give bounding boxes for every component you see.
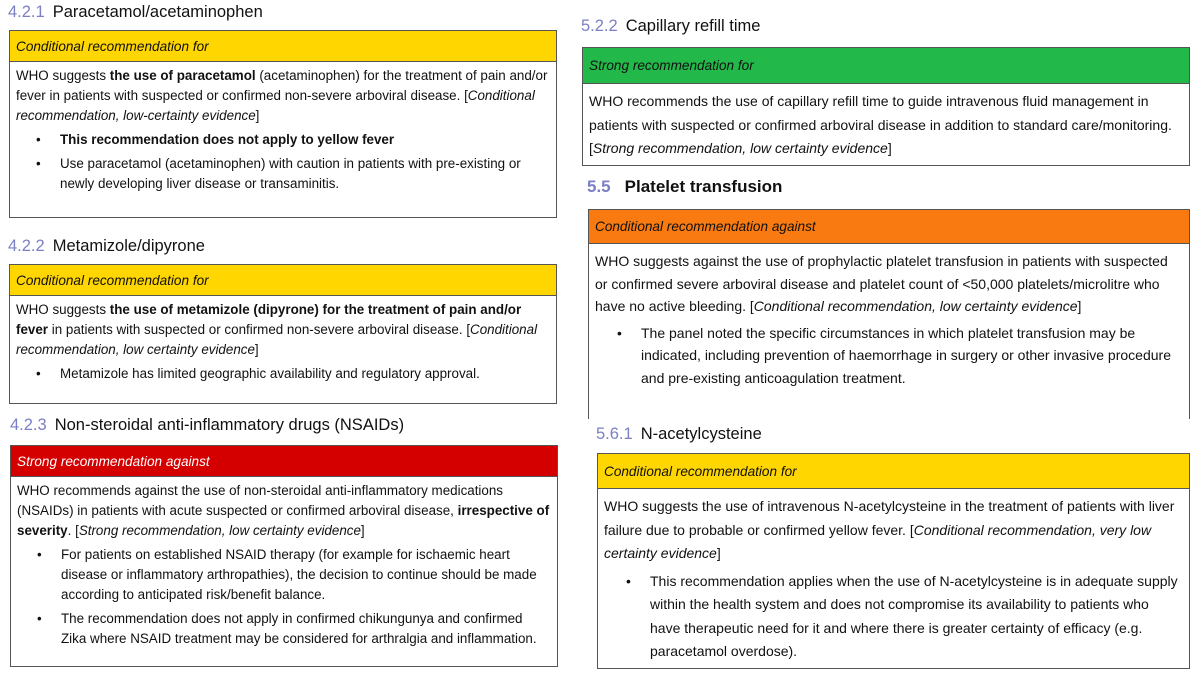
recommendation-card-platelet-transfusion [588,209,1190,419]
section-number: 5.2.2 [581,17,618,35]
section-title: Non-steroidal anti-inflammatory drugs (NSAIDs) [54,416,405,434]
recommendation-card-paracetamol [9,30,557,218]
list-item: • This recommendation applies when the use of N-acetylcysteine is in adequate supply within the health system and does not compromise its availability to patients who have therapeutic need for it and where there is greater certainty of efficacy (e.g. paracetamol overdose). [604,570,1183,664]
section-title: Capillary refill time [625,17,761,35]
bullet-list [17,545,551,649]
section-title: Metamizole/dipyrone [52,237,205,255]
section-heading-4-2-2 [8,237,205,256]
section-number: 4.2.1 [8,3,45,21]
list-item: • Use paracetamol (acetaminophen) with caution in patients with pre-existing or newly developing liver disease or transaminitis. [16,154,550,194]
section-heading-5-2-2 [581,17,760,36]
bullet-list [16,130,550,194]
recommendation-text: WHO suggests against the use of prophylactic platelet transfusion in patients with suspected or confirmed severe arboviral disease and platelet count of <50,000 platelets/microlitre who have no active bleeding. [Conditional recommendation, low certainty evidence] • The panel noted the specific circumstances in which platelet transfusion may be indicated, including prevention of haemorrhage in surgery or other invasive procedure and pre-existing anticoagulation treatment. [589,244,1189,399]
recommendation-strength-band: Strong recommendation for [583,48,1189,84]
list-item: • Metamizole has limited geographic availability and regulatory approval. [16,364,550,384]
section-title: Paracetamol/acetaminophen [52,3,263,21]
section-heading-5-5 [587,177,782,197]
list-item: • The panel noted the specific circumstances in which platelet transfusion may be indicated, including prevention of haemorrhage in surgery or other invasive procedure and pre-existing anticoagulation treatment. [595,322,1183,390]
section-heading-5-6-1 [596,425,762,444]
list-item: • The recommendation does not apply in confirmed chikungunya and confirmed Zika where NSAID treatment may be considered for arthralgia and inflammation. [17,609,551,649]
recommendation-card-capillary-refill [582,47,1190,166]
section-number: 4.2.2 [8,237,45,255]
recommendation-text: WHO suggests the use of paracetamol (acetaminophen) for the treatment of pain and/or fever in patients with suspected or confirmed non-severe arboviral disease. [Conditional recommendation, low-certainty evidence] • This recommendation does not apply to yellow fever • Use paracetamol (acetaminophen) with caution in patients with pre-existing or newly developing liver disease or transaminitis. [10,62,556,204]
recommendation-card-nsaids [10,445,558,667]
section-title: Platelet transfusion [624,177,783,196]
bullet-list [595,322,1183,390]
recommendation-text: WHO suggests the use of intravenous N-acetylcysteine in the treatment of patients with liver failure due to probable or confirmed yellow fever. [Conditional recommendation, very low certainty evidence] • This recommendation applies when the use of N-acetylcysteine is in adequate supply within the health system and does not compromise its availability to patients who have therapeutic need for it and where there is greater certainty of efficacy (e.g. paracetamol overdose). [598,489,1189,669]
bullet-list [16,364,550,384]
section-number: 5.6.1 [596,425,633,443]
recommendation-strength-band: Conditional recommendation for [10,31,556,62]
recommendation-strength-band: Strong recommendation against [11,446,557,477]
recommendation-strength-band: Conditional recommendation for [598,454,1189,489]
section-number: 4.2.3 [10,416,47,434]
section-title: N-acetylcysteine [640,425,762,443]
bullet-list [604,570,1183,664]
recommendation-text: WHO recommends against the use of non-steroidal anti-inflammatory medications (NSAIDs) in patients with acute suspected or confirmed arboviral disease, irrespective of severity. [Strong recommendation, low certainty evidence] • For patients on established NSAID therapy (for example for ischaemic heart disease or inflammatory arthropathies), the decision to continue should be made according to anticipated risk/benefit balance. • The recommendation does not apply in confirmed chikungunya and confirmed Zika where NSAID treatment may be considered for arthralgia and inflammation. [11,477,557,659]
recommendation-text: WHO recommends the use of capillary refill time to guide intravenous fluid management in patients with suspected or confirmed arboviral disease in addition to standard care/monitoring. [Strong recommendation, low certainty evidence] [589,93,1172,156]
section-heading-4-2-3 [10,416,404,435]
list-item: • For patients on established NSAID therapy (for example for ischaemic heart disease or inflammatory arthropathies), the decision to continue should be made according to anticipated risk/benefit balance. [17,545,551,605]
recommendation-card-metamizole [9,264,557,404]
section-heading-4-2-1 [8,3,263,22]
recommendation-strength-band: Conditional recommendation against [589,210,1189,244]
list-item: • This recommendation does not apply to yellow fever [16,130,550,150]
section-number: 5.5 [587,177,611,196]
recommendation-text: WHO suggests the use of metamizole (dipyrone) for the treatment of pain and/or fever in patients with suspected or confirmed non-severe arboviral disease. [Conditional recommendation, low certainty evidence] • Metamizole has limited geographic availability and regulatory approval. [10,296,556,394]
recommendation-card-n-acetylcysteine [597,453,1190,669]
recommendation-strength-band: Conditional recommendation for [10,265,556,296]
